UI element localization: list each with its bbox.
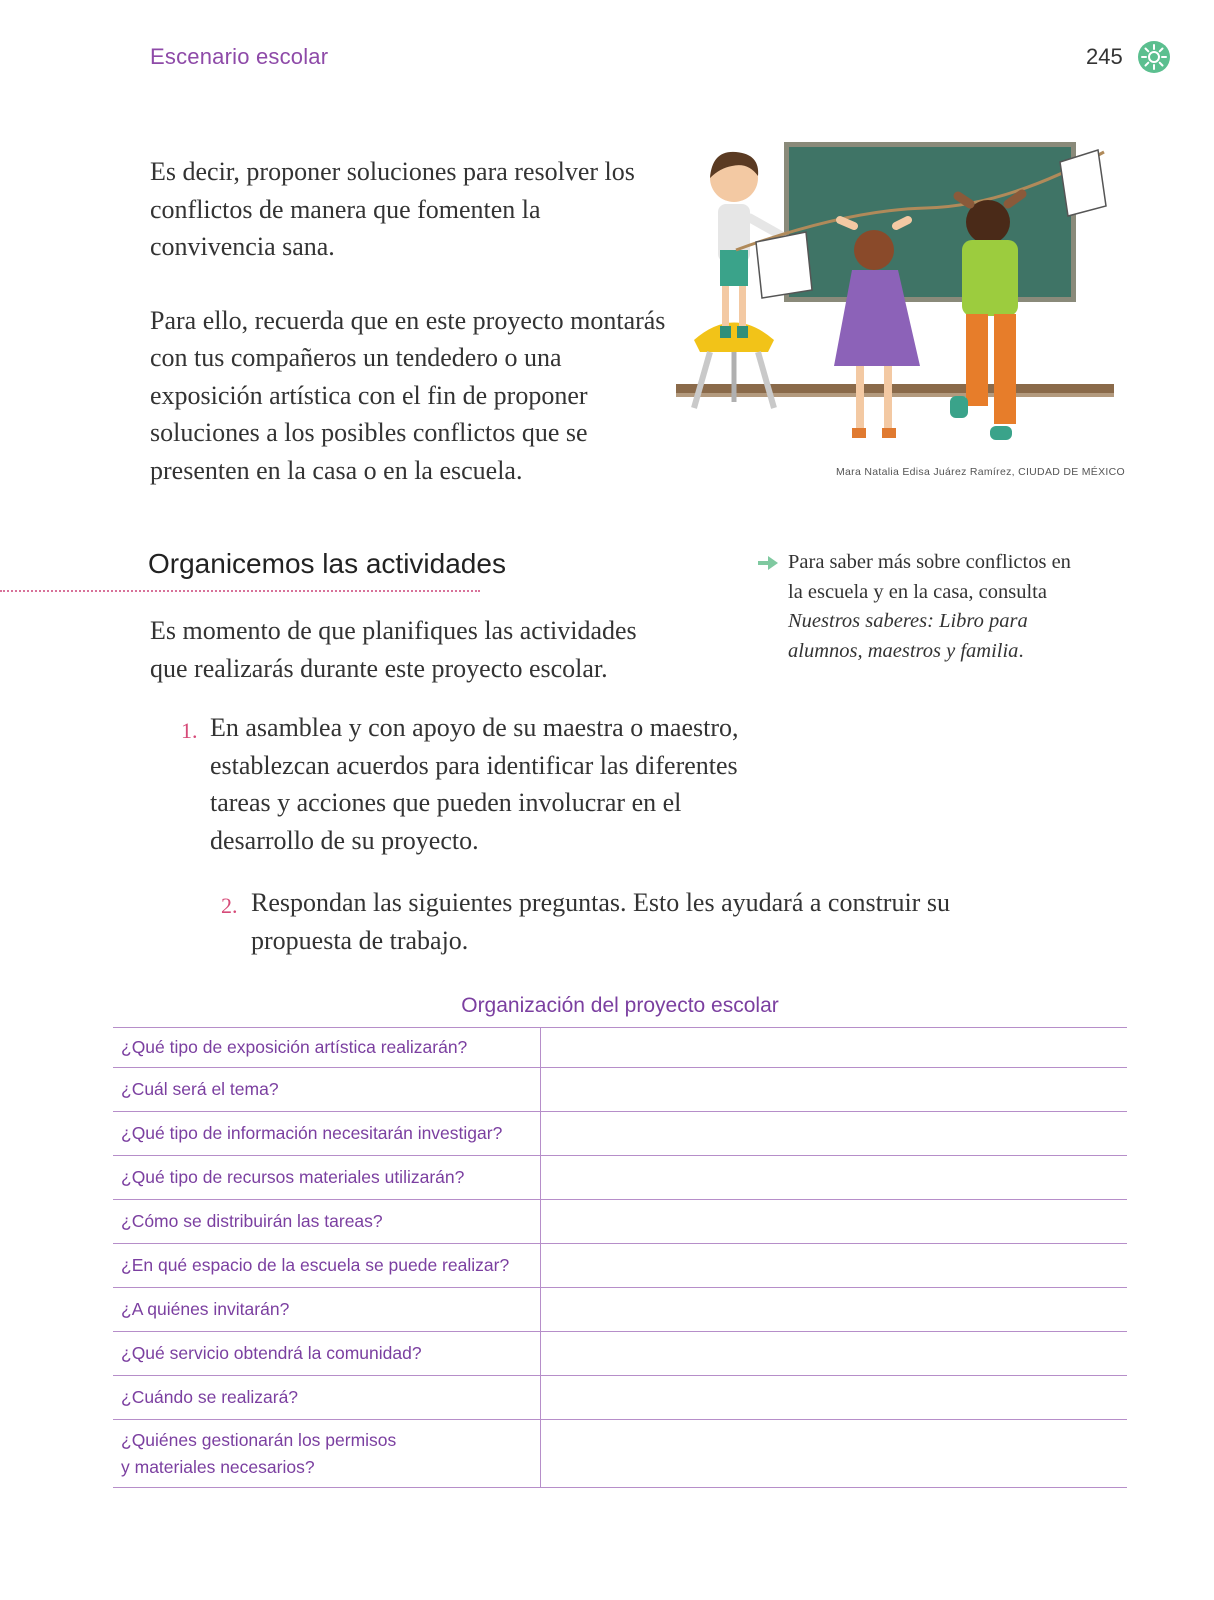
answer-cell[interactable] xyxy=(540,1376,1127,1420)
section-title-rule xyxy=(0,590,480,592)
project-organization-table xyxy=(113,1027,1127,1488)
table-row xyxy=(113,1288,1127,1332)
question-cell xyxy=(113,1420,540,1488)
sidenote-book-title: Nuestros saberes: Libro para alumnos, maestros y familia xyxy=(788,610,1028,662)
table-row xyxy=(113,1068,1127,1112)
answer-cell[interactable] xyxy=(540,1244,1127,1288)
section-title: Organicemos las actividades xyxy=(148,548,506,579)
question-cell: ¿Cómo se distribuirán las tareas? xyxy=(113,1200,540,1244)
table-title: Organización del proyecto escolar xyxy=(461,994,779,1017)
sidenote-text: Para saber más sobre conflictos en la escuela y en la casa, consulta xyxy=(788,551,1071,603)
item-1-number: 1. xyxy=(181,718,198,743)
table-row xyxy=(113,1332,1127,1376)
item-2-number: 2. xyxy=(221,893,238,918)
table-row xyxy=(113,1244,1127,1288)
sidenote xyxy=(788,548,1078,666)
question-cell: ¿Cuál será el tema? xyxy=(113,1068,540,1112)
credit-place: CIUDAD DE MÉXICO xyxy=(1018,466,1125,478)
answer-cell[interactable] xyxy=(540,1200,1127,1244)
item-2-text: Respondan las siguientes preguntas. Esto les ayudará a construir su propuesta de trabajo. xyxy=(251,888,950,955)
question-line-1: ¿Quiénes gestionarán los permisos xyxy=(121,1429,397,1450)
question-cell: ¿Qué tipo de recursos materiales utilizarán? xyxy=(113,1156,540,1200)
question-cell: ¿Qué tipo de información necesitarán investigar? xyxy=(113,1112,540,1156)
arrow-right-icon xyxy=(757,554,779,572)
answer-cell[interactable] xyxy=(540,1288,1127,1332)
question-line-2: y materiales necesarios? xyxy=(121,1456,315,1477)
sidenote-end: . xyxy=(1018,639,1024,662)
sun-icon xyxy=(1138,41,1170,73)
table-row xyxy=(113,1200,1127,1244)
item-1-text: En asamblea y con apoyo de su maestra o maestro, establezcan acuerdos para identificar las diferentes tareas y acciones que pueden involucrar en el desarrollo de su proyecto. xyxy=(210,713,739,855)
question-cell: ¿En qué espacio de la escuela se puede realizar? xyxy=(113,1244,540,1288)
question-cell: ¿Qué servicio obtendrá la comunidad? xyxy=(113,1332,540,1376)
credit-name: Mara Natalia Edisa Juárez Ramírez, xyxy=(836,466,1019,478)
answer-cell[interactable] xyxy=(540,1068,1127,1112)
table-row xyxy=(113,1376,1127,1420)
question-cell: ¿Cuándo se realizará? xyxy=(113,1376,540,1420)
running-head: Escenario escolar xyxy=(150,44,329,69)
answer-cell[interactable] xyxy=(540,1156,1127,1200)
intro-paragraph-1: Es decir, proponer soluciones para resolver los conflictos de manera que fomenten la convivencia sana. xyxy=(150,157,635,261)
page-number: 245 xyxy=(1086,44,1123,69)
table-row xyxy=(113,1420,1127,1488)
intro-text xyxy=(150,153,670,489)
question-cell: ¿Qué tipo de exposición artística realizarán? xyxy=(113,1028,540,1068)
table-row xyxy=(113,1112,1127,1156)
illustration-credit xyxy=(836,466,1125,478)
answer-cell[interactable] xyxy=(540,1112,1127,1156)
answer-cell[interactable] xyxy=(540,1332,1127,1376)
answer-cell[interactable] xyxy=(540,1420,1127,1488)
table-row xyxy=(113,1156,1127,1200)
lead-paragraph: Es momento de que planifiques las actividades que realizarás durante este proyecto escolar. xyxy=(150,616,637,683)
answer-cell[interactable] xyxy=(540,1028,1127,1068)
question-cell: ¿A quiénes invitarán? xyxy=(113,1288,540,1332)
table-row xyxy=(113,1028,1127,1068)
classroom-illustration xyxy=(676,140,1142,460)
intro-paragraph-2: Para ello, recuerda que en este proyecto montarás con tus compañeros un tendedero o una exposición artística con el fin de proponer soluciones a los posibles conflictos que se presenten en la casa o en la escuela. xyxy=(150,305,666,485)
